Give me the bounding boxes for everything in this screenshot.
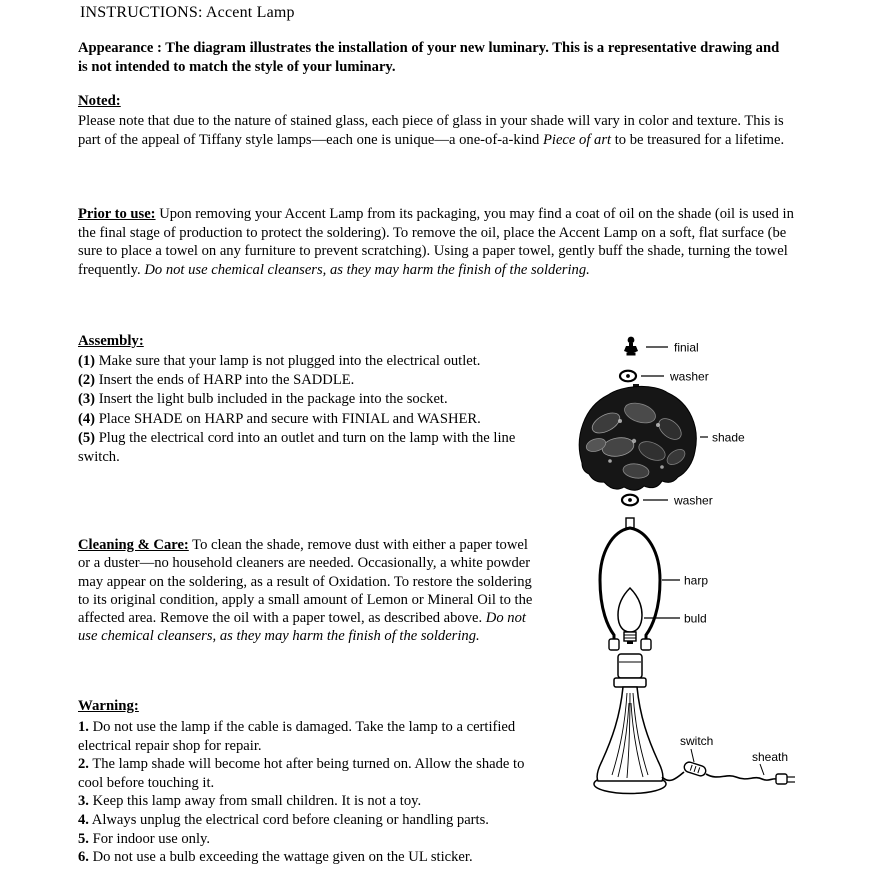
assembly-step: (1) Make sure that your lamp is not plugged into the electrical outlet. [78, 353, 481, 369]
warning-item: 5. For indoor use only. [78, 830, 211, 847]
plug-icon [776, 774, 795, 784]
prior-italic: Do not use chemical cleansers, as they may harm the finish of the soldering. [144, 262, 590, 279]
finial-label: finial [674, 340, 699, 355]
switch-icon [683, 761, 707, 777]
noted-paragraph: Please note that due to the nature of stained glass, each piece of glass in your shade will vary in color and texture. This is part of the appeal of Tiffany style lamps—each one is unique—a one-of-a-kind Piece of art to be treasured for a lifetime. [78, 113, 785, 148]
section-cleaning-care [78, 536, 540, 646]
switch-leader-line [691, 749, 694, 762]
cleaning-italic: Do not use chemical cleansers, as they may harm the finish of the soldering. [78, 610, 526, 645]
bulb-label: buld [684, 611, 707, 626]
finial-icon [624, 337, 638, 356]
sheath-label: sheath [752, 750, 789, 764]
warning-item: 1. Do not use the lamp if the cable is damaged. Take the lamp to a certified electrical repair shop for repair. [78, 719, 516, 754]
appearance-text: Appearance : The diagram illustrates the installation of your new luminary. This is a representative drawing and is not intended to match the style of your luminary. [78, 40, 780, 75]
noted-heading: Noted: [78, 93, 121, 109]
assembly-heading: Assembly: [78, 333, 144, 349]
lamp-diagram [550, 325, 870, 820]
cord-icon [706, 774, 776, 780]
shade-icon [579, 384, 696, 490]
shade-label: shade [712, 430, 745, 445]
bulb-icon [618, 588, 642, 644]
page-title: INSTRUCTIONS: Accent Lamp [80, 4, 295, 21]
section-appearance [78, 39, 784, 77]
washer-bottom-icon [622, 495, 638, 506]
warning-item: 6. Do not use a bulb exceeding the wattage given on the UL sticker. [78, 849, 473, 866]
prior-heading: Prior to use: [78, 206, 156, 222]
warning-item: 4. Always unplug the electrical cord before cleaning or handling parts. [78, 811, 489, 828]
noted-italic: Piece of art [542, 131, 612, 148]
washer-top-icon [620, 371, 636, 382]
warning-item: 2. The lamp shade will become hot after being turned on. Allow the shade to cool before touching it. [78, 756, 525, 791]
section-noted [78, 93, 794, 149]
assembly-step: (3) Insert the light bulb included in the package into the socket. [78, 391, 448, 408]
section-assembly [78, 333, 536, 467]
lamp-base-icon [594, 654, 666, 794]
washer-bottom-label: washer [674, 493, 713, 508]
cleaning-paragraph: Cleaning & Care: To clean the shade, remove dust with either a paper towel or a duster—no household cleaners are needed. Occasionally, a white powder may appear on the soldering, as a result of Oxidation. To restore the soldering to its original condition, apply a small amount of Lemon or Mineral Oil to the affected area. Remove the oil with a paper towel, as described above. Do not use chemical cleansers, as they may harm the finish of the soldering. [78, 537, 533, 645]
sheath-leader-line [760, 764, 764, 775]
cleaning-heading: Cleaning & Care: [78, 537, 189, 553]
harp-label: harp [684, 573, 709, 588]
section-warning [78, 698, 546, 867]
warning-heading: Warning: [78, 698, 139, 714]
assembly-step: (5) Plug the electrical cord into an outlet and turn on the lamp with the line switch. [78, 429, 516, 466]
switch-label: switch [680, 734, 714, 748]
warning-item: 3. Keep this lamp away from small children. It is not a toy. [78, 793, 422, 810]
section-prior-to-use [78, 205, 796, 280]
washer-top-label: washer [670, 369, 709, 384]
prior-paragraph: Prior to use: Upon removing your Accent Lamp from its packaging, you may find a coat of oil on the shade (oil is used in the final stage of production to protect the soldering). To remove the oil, place the Accent Lamp on a soft, flat surface (be sure to place a towel on any furniture to prevent scratching). Using a paper towel, gently buff the shade, turning the towel frequently. Do not use chemical cleansers, as they may harm the finish of the soldering. [78, 206, 794, 279]
cord-icon [662, 772, 684, 780]
assembly-step: (4) Place SHADE on HARP and secure with FINIAL and WASHER. [78, 410, 481, 427]
assembly-step: (2) Insert the ends of HARP into the SADDLE. [78, 372, 355, 389]
